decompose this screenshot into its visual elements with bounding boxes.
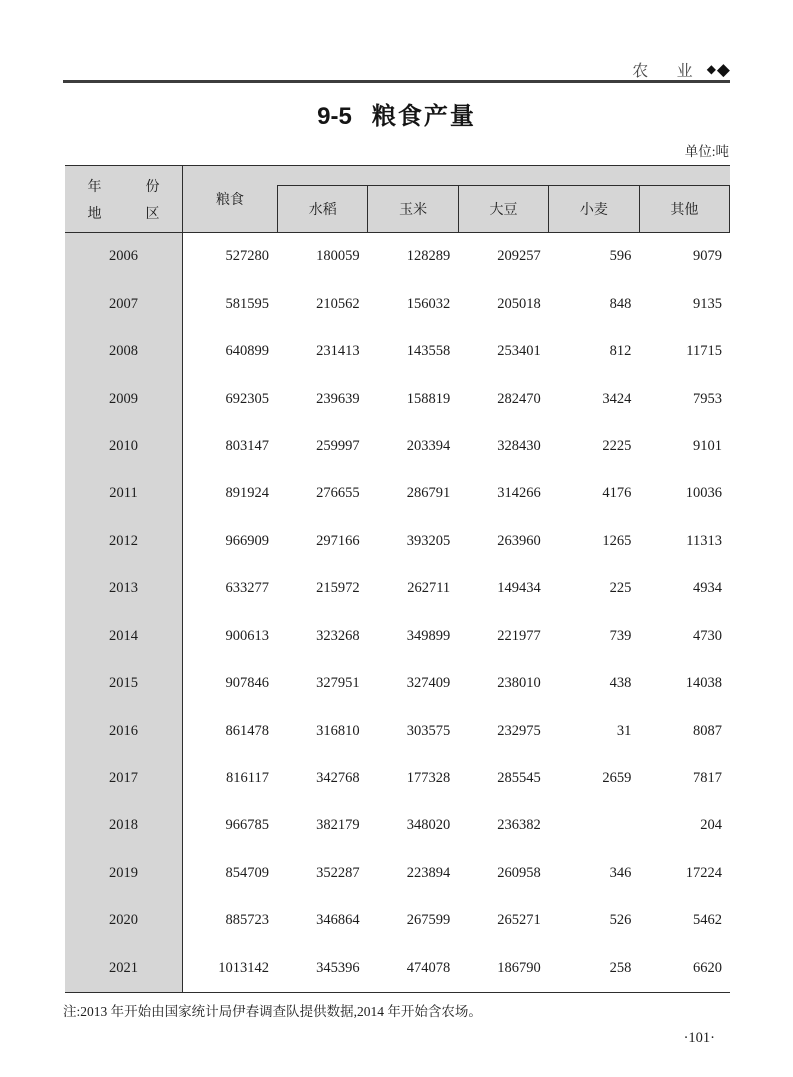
value-cell: 285545 xyxy=(497,770,541,787)
value-cell: 276655 xyxy=(316,485,360,502)
year-cell: 2010 xyxy=(65,423,183,470)
value-cell: 11313 xyxy=(686,532,722,549)
value-cell: 816117 xyxy=(226,770,269,787)
value-cell: 286791 xyxy=(406,485,451,502)
value-cell: 5462 xyxy=(692,912,722,929)
value-cell: 262711 xyxy=(407,580,451,597)
value-cell: 352287 xyxy=(316,864,360,881)
value-cell: 349899 xyxy=(406,627,451,644)
value-cell: 225 xyxy=(609,580,632,597)
value-cell: 267599 xyxy=(406,912,451,929)
value-cell: 1013142 xyxy=(218,959,269,976)
value-cell: 966909 xyxy=(225,532,269,549)
year-cell: 2019 xyxy=(65,850,183,897)
value-cell: 4730 xyxy=(692,627,722,644)
value-cell: 327951 xyxy=(316,675,360,692)
value-cell: 263960 xyxy=(497,532,541,549)
year-cell: 2006 xyxy=(65,233,183,280)
diamond-icon: ◆ xyxy=(706,62,716,76)
value-cell: 231413 xyxy=(316,343,360,360)
value-cell: 474078 xyxy=(406,959,451,976)
table-row xyxy=(65,897,730,944)
table-row xyxy=(65,233,730,280)
year-cell: 2017 xyxy=(65,755,183,802)
table-header xyxy=(65,166,730,233)
value-cell: 2225 xyxy=(602,437,632,454)
value-cell: 259997 xyxy=(316,437,360,454)
year-cell: 2018 xyxy=(65,802,183,849)
value-cell: 282470 xyxy=(497,390,541,407)
value-cell: 6620 xyxy=(692,959,722,976)
value-cell: 382179 xyxy=(316,817,360,834)
value-cell: 739 xyxy=(609,627,632,644)
value-cell: 204 xyxy=(700,817,722,834)
value-cell: 17224 xyxy=(685,864,722,881)
value-cell: 526 xyxy=(609,912,632,929)
year-cell: 2009 xyxy=(65,375,183,422)
table-row xyxy=(65,613,730,660)
value-cell: 527280 xyxy=(225,248,269,265)
value-cell: 177328 xyxy=(406,770,451,787)
value-cell: 143558 xyxy=(406,343,451,360)
value-cell: 221977 xyxy=(497,627,541,644)
value-cell: 900613 xyxy=(225,627,269,644)
running-head xyxy=(632,58,730,81)
value-cell: 438 xyxy=(609,675,632,692)
value-cell: 158819 xyxy=(406,390,451,407)
value-cell: 11715 xyxy=(686,343,722,360)
stub-header-line-year xyxy=(88,176,160,196)
value-cell: 186790 xyxy=(497,959,541,976)
grain-production-table xyxy=(65,165,730,993)
column-header-rice: 水稻 xyxy=(308,203,337,218)
sub-columns-spacer xyxy=(277,166,730,185)
value-cell: 692305 xyxy=(225,390,269,407)
value-cell: 328430 xyxy=(497,437,541,454)
value-cell: 323268 xyxy=(316,627,360,644)
year-cell: 2014 xyxy=(65,613,183,660)
value-cell: 854709 xyxy=(225,864,269,881)
value-cell: 345396 xyxy=(316,959,360,976)
value-cell: 239639 xyxy=(316,390,360,407)
value-cell: 885723 xyxy=(225,912,269,929)
year-cell: 2015 xyxy=(65,660,183,707)
table-row xyxy=(65,945,730,992)
value-cell: 265271 xyxy=(497,912,541,929)
year-cell: 2012 xyxy=(65,518,183,565)
value-cell: 7817 xyxy=(692,770,722,787)
value-cell: 156032 xyxy=(406,295,451,312)
year-cell: 2011 xyxy=(65,470,183,517)
value-cell: 8087 xyxy=(692,722,722,739)
table-row xyxy=(65,518,730,565)
value-cell: 346 xyxy=(609,864,632,881)
unit-label: 单位:吨 xyxy=(684,144,729,159)
value-cell: 303575 xyxy=(406,722,451,739)
value-cell: 4934 xyxy=(692,580,722,597)
table-row xyxy=(65,470,730,517)
value-cell: 180059 xyxy=(316,248,360,265)
value-cell: 581595 xyxy=(225,295,269,312)
column-header-soybean: 大豆 xyxy=(458,186,548,232)
table-row xyxy=(65,850,730,897)
value-cell: 346864 xyxy=(316,912,360,929)
value-cell: 812 xyxy=(609,343,632,360)
value-cell: 10036 xyxy=(685,485,722,502)
year-cell: 2020 xyxy=(65,897,183,944)
value-cell: 348020 xyxy=(406,817,451,834)
value-cell xyxy=(549,802,640,849)
stub-char: 份 xyxy=(145,179,160,195)
value-cell: 803147 xyxy=(225,437,269,454)
value-cell: 14038 xyxy=(685,675,722,692)
value-cell: 861478 xyxy=(225,722,269,739)
value-cell: 848 xyxy=(609,295,632,312)
value-cell: 4176 xyxy=(602,485,632,502)
value-cell: 314266 xyxy=(497,485,541,502)
value-cell: 128289 xyxy=(406,248,451,265)
stub-char: 区 xyxy=(145,206,160,222)
page-number: ·101· xyxy=(683,1030,715,1046)
stub-char: 地 xyxy=(87,206,102,222)
stub-header xyxy=(65,166,183,232)
year-cell: 2021 xyxy=(65,945,183,992)
value-cell: 203394 xyxy=(406,437,451,454)
value-cell: 253401 xyxy=(497,343,541,360)
value-cell: 9135 xyxy=(692,295,722,312)
header-rule xyxy=(63,80,730,83)
table-number: 9-5 xyxy=(317,103,352,130)
table-row xyxy=(65,660,730,707)
running-head-label: 农 业 xyxy=(632,63,705,80)
table-row xyxy=(65,755,730,802)
value-cell: 260958 xyxy=(497,864,541,881)
table-row xyxy=(65,280,730,327)
column-header-other: 其他 xyxy=(639,186,729,232)
value-cell: 209257 xyxy=(497,248,541,265)
value-cell: 223894 xyxy=(406,864,451,881)
year-cell: 2016 xyxy=(65,707,183,754)
table-row xyxy=(65,328,730,375)
table-row xyxy=(65,375,730,422)
value-cell: 3424 xyxy=(602,390,632,407)
footnote: 注:2013 年开始由国家统计局伊春调查队提供数据,2014 年开始含农场。 xyxy=(63,1004,482,1019)
value-cell: 316810 xyxy=(316,722,360,739)
value-cell: 238010 xyxy=(497,675,541,692)
table-title-text: 粮食产量 xyxy=(371,103,476,130)
year-cell: 2008 xyxy=(65,328,183,375)
value-cell: 215972 xyxy=(316,580,360,597)
value-cell: 342768 xyxy=(316,770,360,787)
value-cell: 149434 xyxy=(497,580,541,597)
value-cell: 210562 xyxy=(316,295,360,312)
value-cell: 236382 xyxy=(497,817,541,834)
year-cell: 2007 xyxy=(65,280,183,327)
stub-char: 年 xyxy=(87,179,102,195)
value-cell: 2659 xyxy=(602,770,632,787)
value-cell: 258 xyxy=(609,959,632,976)
sub-columns-group xyxy=(277,166,730,232)
value-cell: 596 xyxy=(609,248,632,265)
column-header-corn: 玉米 xyxy=(367,186,457,232)
column-header-wheat: 小麦 xyxy=(548,186,638,232)
value-cell: 205018 xyxy=(497,295,541,312)
value-cell: 393205 xyxy=(406,532,451,549)
table-row xyxy=(65,423,730,470)
year-cell: 2013 xyxy=(65,565,183,612)
diamond-icon: ◆ xyxy=(716,59,730,79)
value-cell: 640899 xyxy=(225,343,269,360)
value-cell: 327409 xyxy=(406,675,451,692)
value-cell: 1265 xyxy=(602,532,632,549)
table-row xyxy=(65,707,730,754)
table-row xyxy=(65,802,730,849)
stub-header-line-region xyxy=(88,203,160,223)
value-cell: 31 xyxy=(616,722,632,739)
value-cell: 9101 xyxy=(692,437,722,454)
value-cell: 891924 xyxy=(225,485,269,502)
table-row xyxy=(65,565,730,612)
value-cell: 297166 xyxy=(316,532,360,549)
page-title xyxy=(0,96,793,131)
value-cell: 633277 xyxy=(225,580,269,597)
value-cell: 7953 xyxy=(692,390,722,407)
column-header-grain: 粮食 xyxy=(216,193,244,208)
table-body xyxy=(65,233,730,992)
value-cell: 907846 xyxy=(225,675,269,692)
value-cell: 966785 xyxy=(225,817,269,834)
value-cell: 232975 xyxy=(497,722,541,739)
value-cell: 9079 xyxy=(692,248,722,265)
sub-columns-row xyxy=(277,185,730,232)
